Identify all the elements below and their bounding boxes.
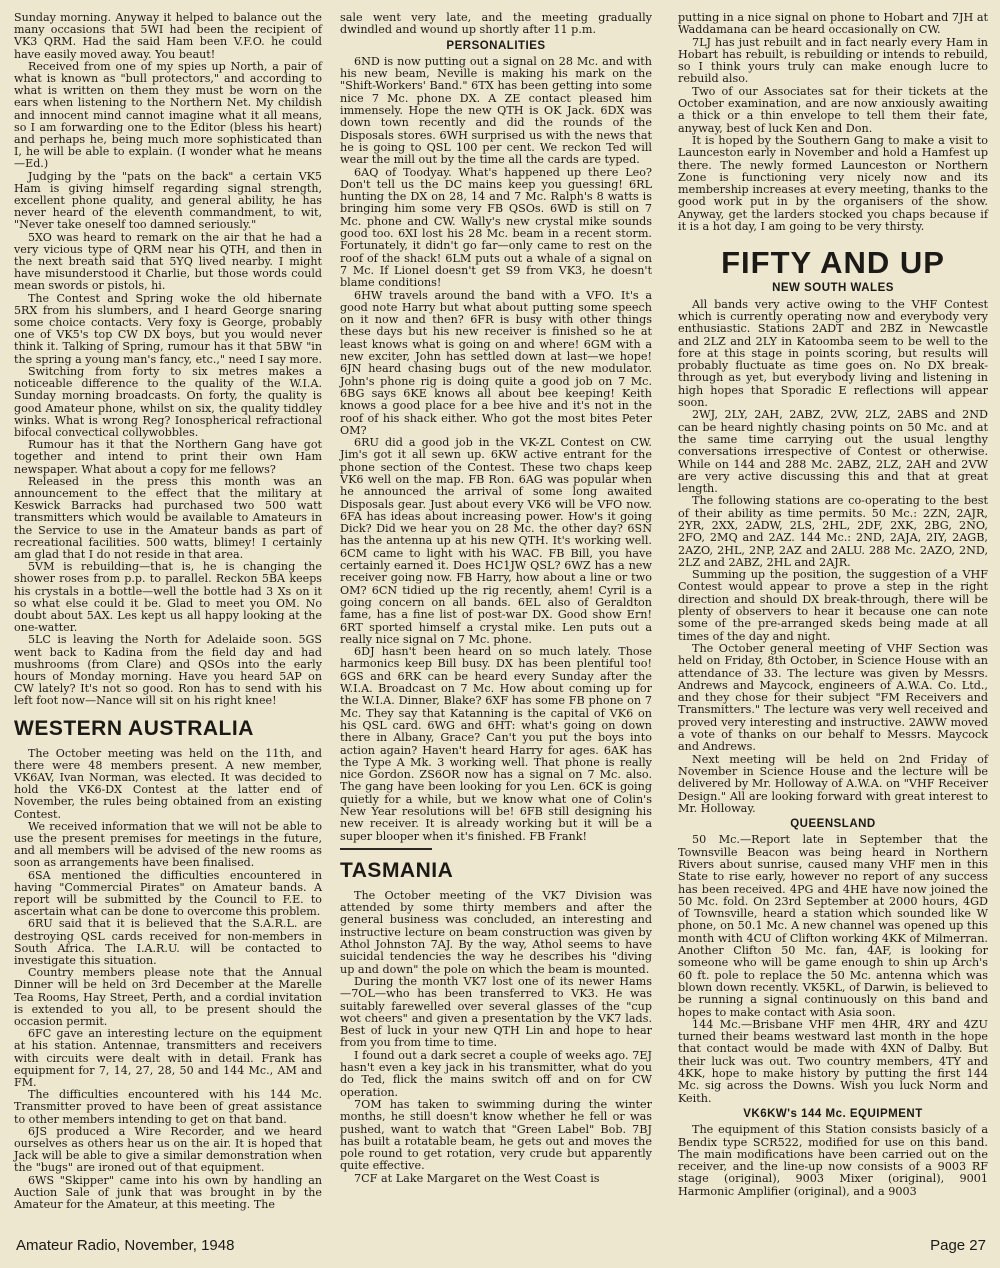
paragraph: Next meeting will be held on 2nd Friday of November in Science House and the lecture will be delivered by Mr. Holloway of A.W.A. on "VHF Receiver Design." All are looking forward with great interest to Mr. Holloway.	[678, 752, 988, 815]
column-3	[678, 12, 988, 1198]
paragraph: 5XO was heard to remark on the air that he had a very vicious type of QRM near his QTH, and then in the next breath said that 5YQ lived nearby. I might have misunderstood it Charlie, but those words could mean swords or pistols, hi.	[14, 230, 322, 293]
heading-western-australia: WESTERN AUSTRALIA	[14, 716, 254, 740]
paragraph: Two of our Associates sat for their tickets at the October examination, and are now anxiously awaiting a thick or a thin envelope to tell them their fate, anyway, best of luck Ken and Don.	[678, 84, 988, 135]
paragraph: All bands very active owing to the VHF Contest which is currently operating now and everybody very enthusiastic. Stations 2ADT and 2BZ in Newcastle and 2LZ and 2LY in Katoomba seem to be well to the fore at this stage in points scoring, but results will probably fluctuate as time goes on. No DX break-through as yet, but everybody living and listening in high hopes that Sporadic E reflections will appear soon.	[678, 297, 988, 410]
paragraph: Judging by the "pats on the back" a certain VK5 Ham is giving himself regarding signal strength, excellent phone quality, and general ability, he has never heard of the eleventh commandment, to wit, "Never take oneself too damned seriously."	[14, 169, 322, 232]
heading-new-south-wales: NEW SOUTH WALES	[772, 282, 894, 295]
column-2	[340, 12, 652, 1185]
footer-publication: Amateur Radio, November, 1948	[16, 1237, 235, 1254]
paragraph: 6JS produced a Wire Recorder, and we heard ourselves as others hear us on the air. It is hoped that Jack will be able to give a similar demonstration when the "bugs" are ironed out of that equipment.	[14, 1124, 322, 1175]
paragraph: Rumour has it that the Northern Gang have got together and intend to print their own Ham newspaper. What about a copy for me fellows?	[14, 438, 322, 476]
paragraph: The equipment of this Station consists basicly of a Bendix type SCR522, modified for use on this band. The main modifications have been carried out on the receiver, and the line-up now consists of a 9003 RF stage (original), 9003 Mixer (original), 9001 Harmonic Amplifier (original), and a 9003	[678, 1123, 988, 1198]
column-1	[14, 12, 322, 1211]
paragraph: 2WJ, 2LY, 2AH, 2ABZ, 2VW, 2LZ, 2ABS and 2ND can be heard nightly chasing points on 50 Mc. and at the same time carrying out the usual lengthy conversations irrespective of Contest or otherwise. While on 144 and 288 Mc. 2ABZ, 2LZ, 2AH and 2VW are very active discussing this and that at great length.	[678, 408, 988, 496]
paragraph: Switching from forty to six metres makes a noticeable difference to the quality of the W.I.A. Sunday morning broadcasts. On forty, the quality is good Amateur phone, whilst on six, the quality tiddley winks. What is wrong Reg? Ionospherical refractional bifocal convectical collywobbles.	[14, 364, 322, 439]
paragraph: Sunday morning. Anyway it helped to balance out the many occasions that 5WI had been the recipient of VK3 QRM. Had the said Ham been V.F.O. he could have easily moved away. You beaut!	[14, 11, 322, 61]
paragraph: 6FC gave an interesting lecture on the equipment at his station. Antennae, transmitters and receivers with circuits were dealt with in detail. Frank has equipment for 7, 14, 27, 28, 50 and 144 Mc., AM and FM.	[14, 1027, 322, 1090]
paragraph: We received information that we will not be able to use the present premises for meetings in the future, and all members will be advised of the new rooms as soon as arrangements have been finalised.	[14, 819, 322, 870]
paragraph: The October general meeting of VHF Section was held on Friday, 8th October, in Science House with an attendance of 33. The lecture was given by Messrs. Andrews and Maycock, engineers of A.W.A. Co. Ltd., and they chose for their subject "FM Receivers and Transmitters." The lecture was very well received and proved very interesting and instructive. 2AWW moved a vote of thanks on our behalf to Messrs. Maycock and Andrews.	[678, 641, 988, 754]
paragraph: I found out a dark secret a couple of weeks ago. 7EJ hasn't even a key jack in his transmitter, what do you do Ted, flick the mains switch off and on for CW operation.	[340, 1048, 652, 1099]
paragraph: The October meeting was held on the 11th, and there were 48 members present. A new member, VK6AV, Ivan Norman, was elected. It was decided to hold the VK6-DX Contest at the latter end of November, the rules being obtained from an existing Contest.	[14, 746, 322, 821]
paragraph: 7CF at Lake Margaret on the West Coast is	[354, 1171, 600, 1185]
heading-vk6kw-equipment: VK6KW's 144 Mc. EQUIPMENT	[743, 1107, 923, 1120]
paragraph: 6RU did a good job in the VK-ZL Contest on CW. Jim's got it all sewn up. 6KW active entrant for the phone section of the Contest. These two chaps keep VK6 well on the map. FB Ron. 6AG was popular when he announced the arrival of some long awaited Disposals gear. Just about every VK6 will be VFO now. 6FA has ideas about increasing power. How's it going Dick? Did we hear you on 28 Mc. the other day? 6SN has the antenna up at his new QTH. It's working well. 6CM came to light with his WAC. FB Bill, you have certainly earned it. Does HC1JW QSL? 6WZ has a new receiver going now. FB Harry, how about a line or two OM? 6CN tidied up the rig recently, ahem! Cyril is a going concern on all bands. 6EL also of Geraldton fame, has a fine list of post-war DX. Good show Ern! 6RT sported himself a crystal mike. Len puts out a really nice signal on 7 Mc. phone.	[340, 436, 652, 646]
paragraph: sale went very late, and the meeting gradually dwindled and wound up shortly after 11 p.m.	[340, 11, 652, 37]
heading-queensland: QUEENSLAND	[790, 818, 876, 831]
paragraph: The difficulties encountered with his 144 Mc. Transmitter proved to have been of great assistance to other members intending to get on that band.	[14, 1088, 322, 1126]
paragraph: Country members please note that the Annual Dinner will be held on 3rd December at the Marelle Tea Rooms, Hay Street, Perth, and a cordial invitation is extended to you all, to be present should the occasion permit.	[14, 966, 322, 1029]
paragraph: Received from one of my spies up North, a pair of what is known as "bull protectors," and according to what is written on them they must be worn on the ears when listening to the Northern Net. My childish and innocent mind cannot imagine what it all means, so I am forwarding one to the Editor (bless his heart) and perhaps he, being much more sophisticated than I, he will be able to explain. (I wonder what he means—Ed.)	[14, 59, 322, 171]
paragraph: The following stations are co-operating to the best of their ability as time permits. 50 Mc.: 2ZN, 2AJR, 2YR, 2XX, 2ADW, 2LS, 2HL, 2DF, 2XK, 2BG, 2NO, 2FO, 2MQ and 2AZ. 144 Mc.: 2ND, 2AJA, 2IY, 2AGB, 2AZO, 2HL, 2NP, 2AZ and 2ALU. 288 Mc. 2AZO, 2ND, 2LZ and 2ABZ, 2HL and 2AJR.	[678, 494, 988, 569]
paragraph: 5VM is rebuilding—that is, he is changing the shower roses from p.p. to parallel. Reckon 5BA keeps his crystals in a bottle—well the bottle had 3 Xs on it so what else could it be. Glad to meet you OM. No doubt about 5AX. Les kept us all happy looking at the one-watter.	[14, 560, 322, 635]
paragraph: 50 Mc.—Report late in September that the Townsville Beacon was being heard in Northern Rivers about sunrise, caused many VHF men in this State to rise early, however no report of any success has been received. 4PG and 4HE have now joined the 50 Mc. fold. On 23rd September at 2000 hours, 4GD of Townsville, heard a station which sounded like W phone, on 50.1 Mc. A new channel was opened up this month with 4CU of Clifton working 4KK of Milmerran. Another Clifton 50 Mc. fan, 4AF, is looking for someone who will be game enough to shin up Arch's 60 ft. pole to replace the 50 Mc. antenna which was blown down recently. VK5KL, of Darwin, is believed to be running a signal continuously on this band and hopes to make contact with Asia soon.	[678, 833, 988, 1019]
paragraph: 6AQ of Toodyay. What's happened up there Leo? Don't tell us the DC mains keep you guessing! 6RL hunting the DX on 28, 14 and 7 Mc. Ralph's 8 watts is bringing him some very FB QSOs. 6WD is still on 7 Mc. phone and CW. Wally's new crystal mike sounds good too. 6XI lost his 28 Mc. beam in a recent storm. Fortunately, it didn't go far—only came to rest on the roof of the shack! 6LM puts out a whale of a signal on 7 Mc. If Lionel doesn't get S9 from VK3, he doesn't blame conditions!	[340, 165, 652, 290]
paragraph: Summing up the position, the suggestion of a VHF Contest would appear to prove a step in the right direction and should DX break-through, there will be plenty of observers to hear it because one can note some of the pre-arranged skeds being made at all times of the day and night.	[678, 568, 988, 643]
paragraph: 6RU said that it is believed that the S.A.R.L. are destroying QSL cards received for non-members in South Africa. The I.A.R.U. will be contacted to investigate this situation.	[14, 917, 322, 968]
paragraph: 7LJ has just rebuilt and in fact nearly every Ham in Hobart has rebuilt, is rebuilding or intends to rebuild, so I think yours truly can make enough lucre to rebuild also.	[678, 35, 988, 86]
paragraph: Released in the press this month was an announcement to the effect that the military at Keswick Barracks had purchased two 500 watt transmitters which would be available to Amateurs in the Service to use in the Amateur bands as part of recreational facilities. 500 watts, blimey! I certainly am glad that I do not reside in that area.	[14, 474, 322, 561]
paragraph: putting in a nice signal on phone to Hobart and 7JH at Waddamana can be heard occasionally on CW.	[678, 11, 988, 37]
paragraph: 7OM has taken to swimming during the winter months, he still doesn't know whether he fell or was pushed, want to watch that "Green Label" Bob. 7BJ has built a rotatable beam, he gets out and moves the pole round to get rotation, very crude but apparently quite effective.	[340, 1097, 652, 1173]
page-number: Page 27	[930, 1237, 986, 1254]
heading-tasmania: TASMANIA	[340, 858, 454, 882]
paragraph: It is hoped by the Southern Gang to make a visit to Launceston early in November and hold a Hamfest up there. The newly formed Launceston or Northern Zone is functioning very nicely now and its membership increases at every meeting, thanks to the good work put in by the organisers of the show. Anyway, get the larders stocked you chaps because if it is a hot day, I am going to be very thirsty.	[678, 133, 988, 234]
paragraph: During the month VK7 lost one of its newer Hams —7OL—who has been transferred to VK3. He was suitably farewelled over several glasses of the "cup wot cheers" and given a presentation by the VK7 lads. Best of luck in your new QTH Lin and hope to hear from you from time to time.	[340, 974, 652, 1050]
paragraph: 5LC is leaving the North for Adelaide soon. 5GS went back to Kadina from the field day and had mushrooms (from Clare) and QSOs into the early hours of Monday morning. Have you heard 5AP on CW lately? It's not so good. Ron has to send with his left foot now—Nance will sit on his right knee!	[14, 633, 322, 708]
paragraph: The Contest and Spring woke the old hibernate 5RX from his slumbers, and I heard George snaring some choice contacts. Very foxy is George, probably one of VK5's top CW DX boys, but you would never think it. Talking of Spring, rumour has it that 5BW "in the spring a young man's fancy, etc.," need I say more.	[14, 291, 323, 366]
heading-personalities: PERSONALITIES	[446, 39, 546, 52]
heading-fifty-and-up: FIFTY AND UP	[721, 245, 945, 281]
paragraph: 6HW travels around the band with a VFO. It's a good note Harry but what about putting some speech on it now and then? 6FR is busy with other things these days but his new receiver is finished so he at least knows what is going on and where! 6GM with a new exciter, John has settled down at last—we hope! 6JN heard chasing bugs out of the new modulator. John's phone rig is doing quite a good job on 7 Mc. 6BG says 6KE knows all about bee keeping! Keith knows a good place for a bee hive and it's not in the roof of his shack either. Who got the most bites Peter OM?	[340, 288, 652, 437]
paragraph: The October meeting of the VK7 Division was attended by some thirty members and after the general business was concluded, an interesting and instructive lecture on beam construction was given by Athol Johnston 7AJ. By the way, Athol seems to have suicidal tendencies the way he describes his "diving up and down" the pole on which the beam is mounted.	[340, 888, 652, 976]
paragraph: 144 Mc.—Brisbane VHF men 4HR, 4RY and 4ZU turned their beams westward last month in the hope that contact would be made with 4XN of Dalby. But their luck was out. Two country members, 4TY and 4KK, hope to make history by putting the first 144 Mc. sig across the Downs. Wish you luck Norm and Keith.	[678, 1017, 988, 1105]
paragraph: 6ND is now putting out a signal on 28 Mc. and with his new beam, Neville is making his mark on the "Shift-Workers' Band." 6TX has been getting into some nice 7 Mc. phone DX. A ZE contact pleased him immensely. Hope the new QTH is OK Jack. 6DX was down town recently and did the rounds of the Disposals stores. 6WH surprised us with the news that he is going to QSL 100 per cent. We reckon Ted will wear the mill out by the time all the cards are typed.	[340, 54, 652, 167]
paragraph: 6DJ hasn't been heard on so much lately. Those harmonics keep Bill busy. DX has been plentiful too! 6GS and 6RK can be heard every Sunday after the W.I.A. Broadcast on 7 Mc. How about coming up for the W.I.A. Dinner, Blake? 6XF has some FB phone on 7 Mc. They say that Katanning is the capital of VK6 on his QSL card. 6WG and 6HT: what's going on down there in Albany, Grace? Can't you put the boys into action again? Haven't heard Harry for ages. 6AK has the Type A Mk. 3 working well. That phone is really nice Gordon. ZS6OR now has a signal on 7 Mc. also. The gang have been looking for you Len. 6CK is going quietly for a while, but we know what one of Colin's New Year resolutions will be! 6FB still designing his new receiver. It is already working but it will be a super blooper when it's finished. FB Frank!	[340, 645, 652, 843]
paragraph: 6WS "Skipper" came into his own by handling an Auction Sale of junk that was brought in by the Amateur for the Amateur, at this meeting. The	[14, 1173, 322, 1212]
section-divider	[340, 848, 432, 850]
paragraph: 6SA mentioned the difficulties encountered in having "Commercial Pirates" on Amateur bands. A report will be submitted by the Council to F.E. to ascertain what can be done to overcome this problem.	[14, 868, 322, 919]
